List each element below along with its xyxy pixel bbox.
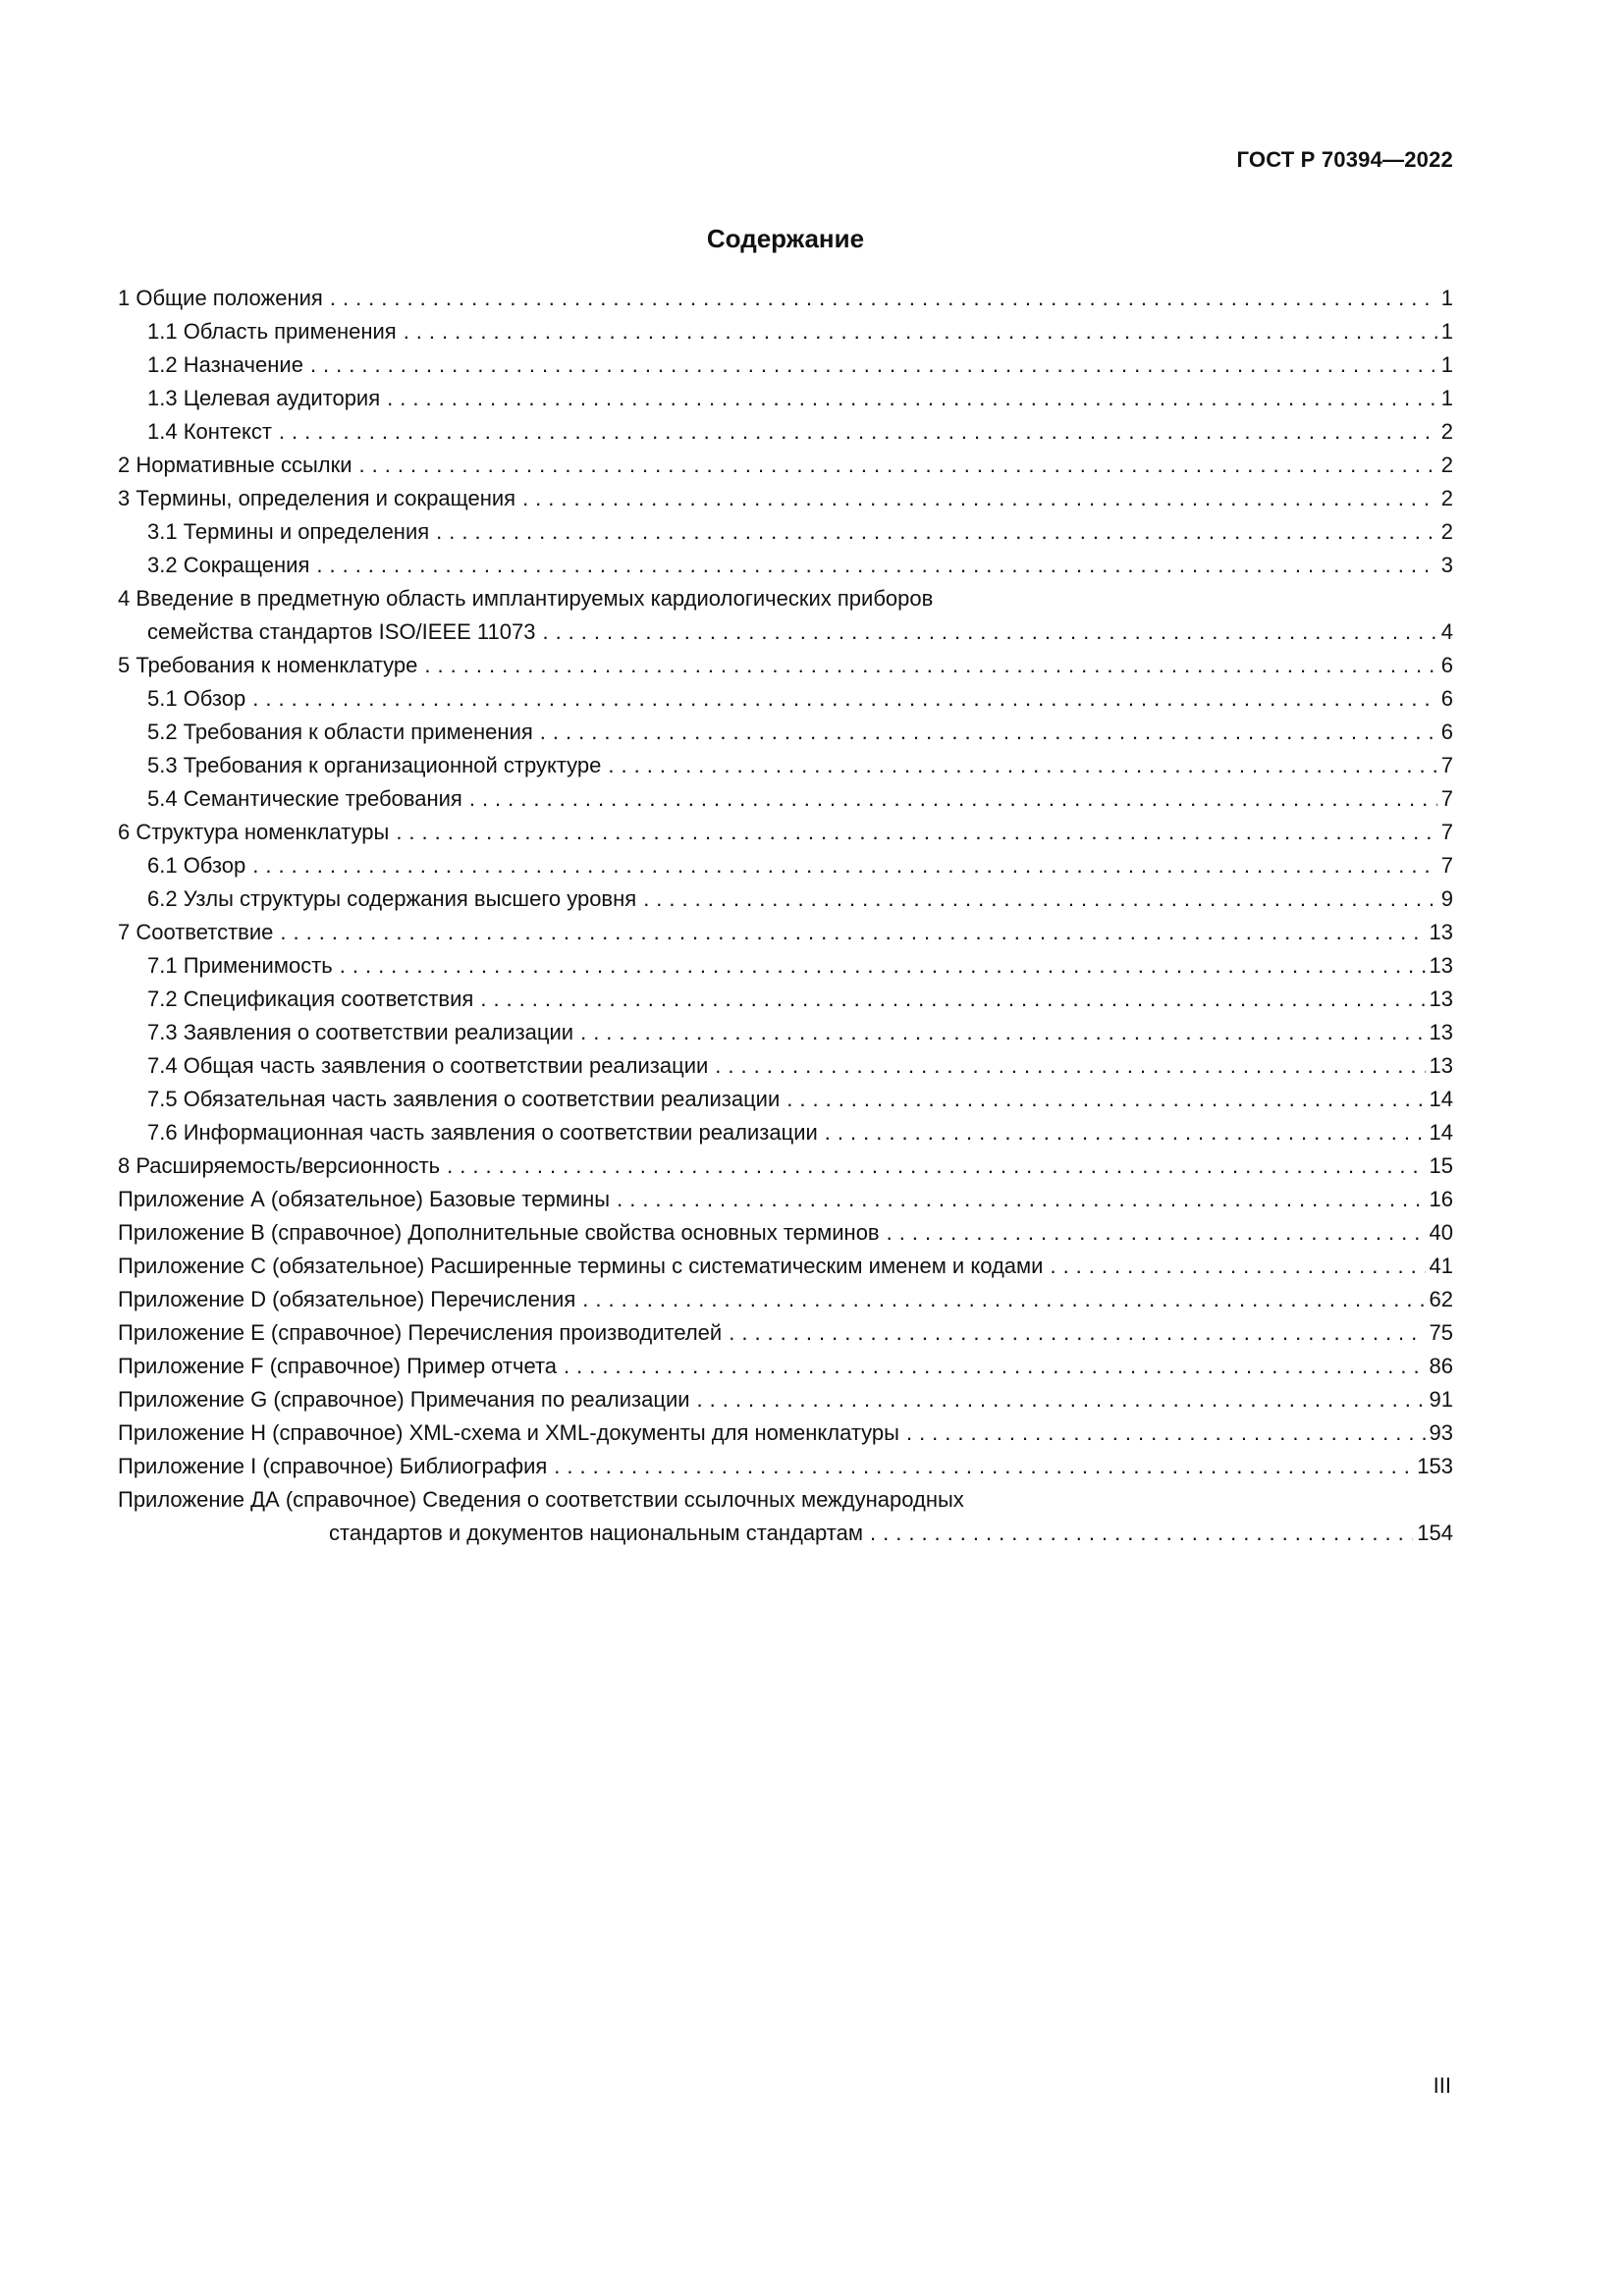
toc-entry-page: 1 bbox=[1440, 386, 1453, 410]
toc-entry-page: 14 bbox=[1429, 1120, 1453, 1145]
toc-entry-page: 93 bbox=[1429, 1420, 1453, 1445]
toc-entry-page: 7 bbox=[1440, 820, 1453, 844]
toc-entry-label: 6 Структура номенклатуры bbox=[118, 820, 390, 844]
toc-dot-leader bbox=[396, 816, 1436, 849]
toc-entry bbox=[118, 1283, 1453, 1316]
toc-entry-page: 75 bbox=[1429, 1320, 1453, 1345]
toc-dot-leader bbox=[715, 1049, 1425, 1083]
toc-entry bbox=[118, 1316, 1453, 1350]
toc-dot-leader bbox=[617, 1183, 1425, 1216]
toc-entry bbox=[118, 549, 1453, 582]
toc-dot-leader bbox=[310, 348, 1437, 382]
toc-dot-leader bbox=[424, 649, 1436, 682]
toc-entry-label: 7 Соответствие bbox=[118, 920, 274, 944]
toc-entry bbox=[118, 1416, 1453, 1450]
toc-entry bbox=[118, 449, 1453, 482]
toc-dot-leader bbox=[540, 716, 1437, 749]
toc-entry-label: 5.3 Требования к организационной структуре bbox=[147, 753, 602, 777]
toc-dot-leader bbox=[340, 949, 1426, 983]
toc-dot-leader bbox=[608, 749, 1436, 782]
toc-entry bbox=[118, 1116, 1453, 1149]
toc-entry-label: Приложение G (справочное) Примечания по реализации bbox=[118, 1387, 690, 1412]
toc-entry bbox=[118, 348, 1453, 382]
toc-entry bbox=[118, 1350, 1453, 1383]
toc-entry-label: 7.5 Обязательная часть заявления о соответствии реализации bbox=[147, 1087, 781, 1111]
toc-entry-page: 2 bbox=[1440, 486, 1453, 510]
toc-entry bbox=[118, 615, 1453, 649]
toc-entry-label: 1.3 Целевая аудитория bbox=[147, 386, 381, 410]
toc-entry bbox=[118, 1183, 1453, 1216]
toc-entry-label: 2 Нормативные ссылки bbox=[118, 453, 352, 477]
toc-entry-label: 1.2 Назначение bbox=[147, 352, 303, 377]
toc-entry-page: 154 bbox=[1417, 1521, 1453, 1545]
toc-entry-label: 3 Термины, определения и сокращения bbox=[118, 486, 516, 510]
toc-entry-page: 6 bbox=[1440, 686, 1453, 711]
toc-dot-leader bbox=[1050, 1250, 1425, 1283]
page-content bbox=[118, 224, 1453, 1550]
page-folio: III bbox=[1433, 2073, 1451, 2098]
toc-entry-page: 14 bbox=[1429, 1087, 1453, 1111]
toc-entry-page: 2 bbox=[1440, 453, 1453, 477]
toc-dot-leader bbox=[330, 282, 1437, 315]
toc-dot-leader bbox=[252, 849, 1437, 882]
toc-entry-page: 2 bbox=[1440, 419, 1453, 444]
toc-entry bbox=[118, 1450, 1453, 1483]
toc-entry bbox=[118, 1483, 1453, 1517]
toc-entry bbox=[118, 882, 1453, 916]
toc-entry-label: 3.1 Термины и определения bbox=[147, 519, 430, 544]
toc-entry-page: 1 bbox=[1440, 286, 1453, 310]
toc-entry-page: 16 bbox=[1429, 1187, 1453, 1211]
toc-entry-page: 13 bbox=[1429, 1053, 1453, 1078]
toc-entry-label: 7.4 Общая часть заявления о соответствии реализации bbox=[147, 1053, 709, 1078]
toc-entry-label: стандартов и документов национальным стандартам bbox=[329, 1521, 863, 1545]
toc-entry-label: 5.1 Обзор bbox=[147, 686, 246, 711]
toc-list bbox=[118, 282, 1453, 1550]
toc-entry bbox=[118, 749, 1453, 782]
toc-entry-page: 7 bbox=[1440, 753, 1453, 777]
toc-entry bbox=[118, 983, 1453, 1016]
toc-dot-leader bbox=[404, 315, 1437, 348]
toc-dot-leader bbox=[359, 449, 1437, 482]
toc-entry bbox=[118, 716, 1453, 749]
toc-dot-leader bbox=[564, 1350, 1425, 1383]
toc-entry-label: Приложение В (справочное) Дополнительные свойства основных терминов bbox=[118, 1220, 880, 1245]
toc-dot-leader bbox=[522, 482, 1437, 515]
toc-entry-page: 13 bbox=[1429, 953, 1453, 978]
toc-entry bbox=[118, 1250, 1453, 1283]
toc-entry bbox=[118, 1083, 1453, 1116]
toc-dot-leader bbox=[887, 1216, 1426, 1250]
toc-dot-leader bbox=[469, 782, 1437, 816]
toc-entry-page: 41 bbox=[1429, 1254, 1453, 1278]
toc-entry bbox=[118, 1216, 1453, 1250]
toc-entry-label: 4 Введение в предметную область имплантируемых кардиологических приборов bbox=[118, 586, 934, 611]
toc-dot-leader bbox=[697, 1383, 1426, 1416]
toc-entry-label: Приложение С (обязательное) Расширенные термины с систематическим именем и кодами bbox=[118, 1254, 1044, 1278]
toc-entry-label: семейства стандартов ISO/IEEE 11073 bbox=[147, 619, 536, 644]
toc-entry-label: Приложение А (обязательное) Базовые термины bbox=[118, 1187, 611, 1211]
toc-entry-label: 1 Общие положения bbox=[118, 286, 323, 310]
toc-dot-leader bbox=[280, 916, 1425, 949]
toc-entry-page: 4 bbox=[1440, 619, 1453, 644]
toc-entry-label: 6.1 Обзор bbox=[147, 853, 246, 878]
toc-entry-label: 1.1 Область применения bbox=[147, 319, 397, 344]
toc-entry-label: Приложение I (справочное) Библиография bbox=[118, 1454, 548, 1478]
doc-number: ГОСТ Р 70394—2022 bbox=[1236, 147, 1453, 172]
toc-entry bbox=[118, 582, 1453, 615]
toc-entry bbox=[118, 916, 1453, 949]
toc-entry-page: 13 bbox=[1429, 1020, 1453, 1044]
toc-entry bbox=[118, 949, 1453, 983]
toc-entry bbox=[118, 482, 1453, 515]
toc-entry-label: 6.2 Узлы структуры содержания высшего уровня bbox=[147, 886, 637, 911]
toc-entry bbox=[118, 782, 1453, 816]
toc-entry-label: 5.2 Требования к области применения bbox=[147, 720, 533, 744]
toc-entry-page: 91 bbox=[1429, 1387, 1453, 1412]
toc-entry-label: 1.4 Контекст bbox=[147, 419, 272, 444]
toc-entry-label: Приложение Е (справочное) Перечисления производителей bbox=[118, 1320, 723, 1345]
toc-entry-label: Приложение F (справочное) Пример отчета bbox=[118, 1354, 558, 1378]
toc-dot-leader bbox=[480, 983, 1425, 1016]
toc-dot-leader bbox=[729, 1316, 1425, 1350]
toc-entry-label: 7.3 Заявления о соответствии реализации bbox=[147, 1020, 574, 1044]
toc-entry-page: 7 bbox=[1440, 853, 1453, 878]
page-title: Содержание bbox=[706, 224, 865, 253]
toc-entry-page: 153 bbox=[1417, 1454, 1453, 1478]
toc-dot-leader bbox=[387, 382, 1437, 415]
toc-entry bbox=[118, 415, 1453, 449]
toc-dot-leader bbox=[252, 682, 1437, 716]
toc-entry-page: 40 bbox=[1429, 1220, 1453, 1245]
toc-entry-label: 5.4 Семантические требования bbox=[147, 786, 462, 811]
toc-entry bbox=[118, 282, 1453, 315]
toc-dot-leader bbox=[554, 1450, 1413, 1483]
toc-entry-label: 5 Требования к номенклатуре bbox=[118, 653, 418, 677]
toc-dot-leader bbox=[436, 515, 1437, 549]
toc-entry-page: 1 bbox=[1440, 352, 1453, 377]
toc-entry bbox=[118, 1049, 1453, 1083]
toc-dot-leader bbox=[279, 415, 1437, 449]
toc-entry bbox=[118, 1517, 1453, 1550]
toc-entry-label: 7.1 Применимость bbox=[147, 953, 333, 978]
toc-entry bbox=[118, 1016, 1453, 1049]
toc-entry-label: Приложение ДА (справочное) Сведения о соответствии ссылочных международных bbox=[118, 1487, 964, 1512]
toc-entry-page: 13 bbox=[1429, 920, 1453, 944]
toc-dot-leader bbox=[825, 1116, 1426, 1149]
toc-entry-page: 3 bbox=[1440, 553, 1453, 577]
toc-entry-page: 1 bbox=[1440, 319, 1453, 344]
toc-entry-page: 13 bbox=[1429, 987, 1453, 1011]
toc-dot-leader bbox=[643, 882, 1437, 916]
toc-entry bbox=[118, 649, 1453, 682]
toc-entry-page: 6 bbox=[1440, 653, 1453, 677]
toc-entry-label: 8 Расширяемость/версионность bbox=[118, 1153, 441, 1178]
toc-entry-label: 7.6 Информационная часть заявления о соответствии реализации bbox=[147, 1120, 818, 1145]
toc-entry-page: 86 bbox=[1429, 1354, 1453, 1378]
toc-entry-page: 9 bbox=[1440, 886, 1453, 911]
toc-entry-page: 6 bbox=[1440, 720, 1453, 744]
toc-entry bbox=[118, 682, 1453, 716]
toc-dot-leader bbox=[870, 1517, 1413, 1550]
toc-entry-page: 62 bbox=[1429, 1287, 1453, 1311]
toc-entry bbox=[118, 382, 1453, 415]
toc-entry-label: Приложение D (обязательное) Перечисления bbox=[118, 1287, 576, 1311]
toc-dot-leader bbox=[542, 615, 1436, 649]
toc-entry bbox=[118, 849, 1453, 882]
toc-entry-label: 7.2 Спецификация соответствия bbox=[147, 987, 474, 1011]
toc-entry-page: 2 bbox=[1440, 519, 1453, 544]
toc-dot-leader bbox=[906, 1416, 1426, 1450]
toc-dot-leader bbox=[316, 549, 1436, 582]
toc-entry-label: 3.2 Сокращения bbox=[147, 553, 310, 577]
toc-entry bbox=[118, 1149, 1453, 1183]
toc-entry-page: 7 bbox=[1440, 786, 1453, 811]
toc-entry bbox=[118, 515, 1453, 549]
toc-entry bbox=[118, 315, 1453, 348]
toc-dot-leader bbox=[786, 1083, 1425, 1116]
toc-dot-leader bbox=[580, 1016, 1425, 1049]
toc-entry bbox=[118, 1383, 1453, 1416]
toc-entry-page: 15 bbox=[1429, 1153, 1453, 1178]
toc-dot-leader bbox=[447, 1149, 1425, 1183]
toc-dot-leader bbox=[582, 1283, 1425, 1316]
toc-entry-label: Приложение Н (справочное) XML-схема и XML-документы для номенклатуры bbox=[118, 1420, 899, 1445]
toc-entry bbox=[118, 816, 1453, 849]
